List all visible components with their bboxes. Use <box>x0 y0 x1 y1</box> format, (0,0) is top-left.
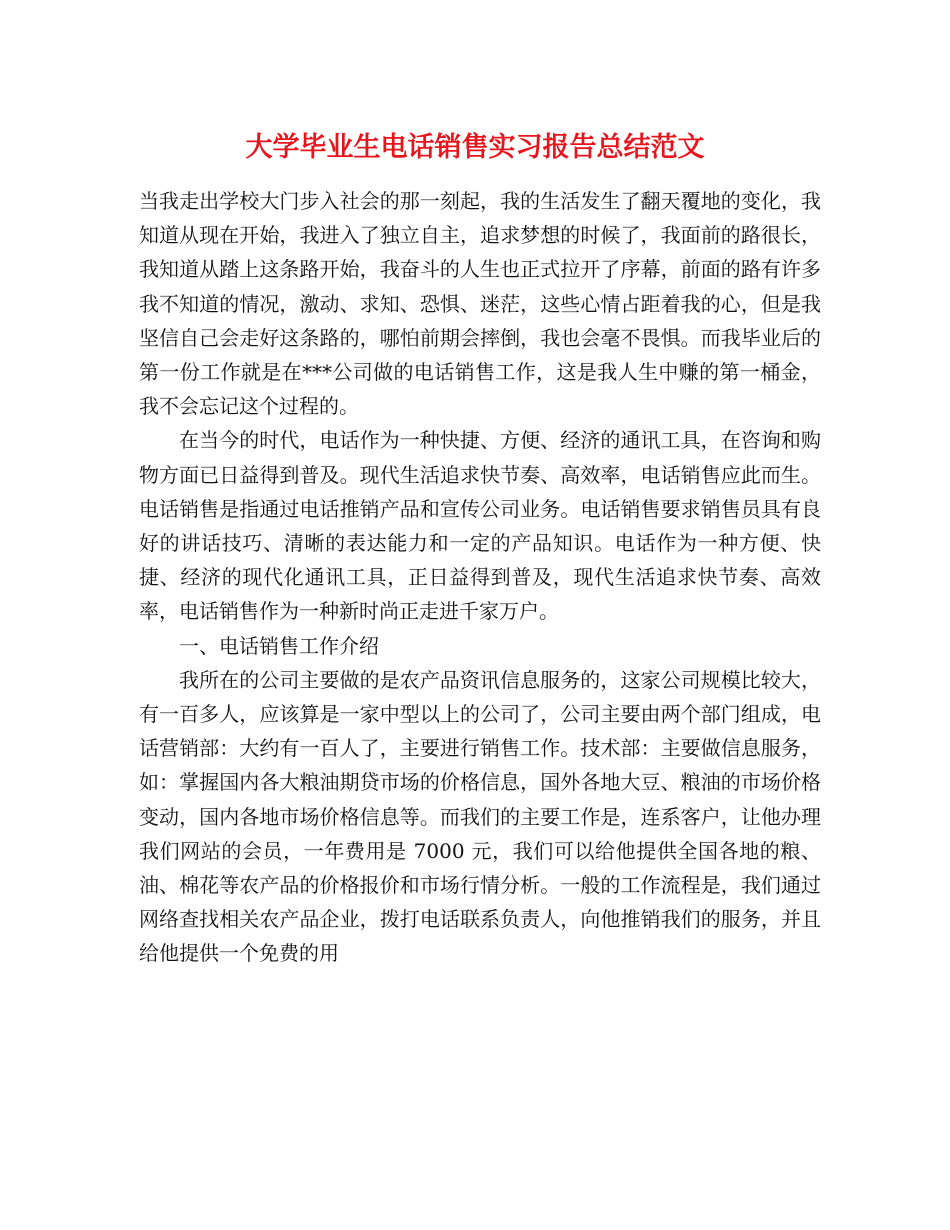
section-heading-telesales-intro: 一、电话销售工作介绍 <box>179 633 379 658</box>
paragraph-company-description: 我所在的公司主要做的是农产品资讯信息服务的，这家公司规模比较大，有一百多人，应该算是一家中型以上的公司了，公司主要由两个部门组成，电话营销部：大约有一百人了，主要进行销售工作。技术部：主要做信息服务，如：掌握国内各大粮油期贷市场的价格信息，国外各地大豆、粮油的市场价格变动，国内各地市场价格信息等。而我们的主要工作是，连系客户，让他办理我们网站的会员，一年费用是 7000 元，我们可以给他提供全国各地的粮、油、棉花等农产品的价格报价和市场行情分析。一般的工作流程是，我们通过网络查找相关农产品企业，拨打电话联系负责人，向他推销我们的服务，并且给他提供一个免费的用 <box>139 667 821 966</box>
document-body <box>139 184 821 971</box>
document-title: 大学毕业生电话销售实习报告总结范文 <box>245 132 705 163</box>
paragraph-intro: 当我走出学校大门步入社会的那一刻起，我的生活发生了翻天覆地的变化，我知道从现在开始，我进入了独立自主，追求梦想的时候了，我面前的路很长，我知道从踏上这条路开始，我奋斗的人生也正式拉开了序幕，前面的路有许多我不知道的情况，激动、求知、恐惧、迷茫，这些心情占距着我的心，但是我坚信自己会走好这条路的，哪怕前期会摔倒，我也会毫不畏惧。而我毕业后的第一份工作就是在***公司做的电话销售工作，这是我人生中赚的第一桶金，我不会忘记这个过程的。 <box>139 189 821 419</box>
paragraph-telesales-background: 在当今的时代，电话作为一种快捷、方便、经济的通讯工具，在咨询和购物方面已日益得到普及。现代生活追求快节奏、高效率，电话销售应此而生。电话销售是指通过电话推销产品和宣传公司业务。电话销售要求销售员具有良好的讲话技巧、清晰的表达能力和一定的产品知识。电话作为一种方便、快捷、经济的现代化通讯工具，正日益得到普及，现代生活追求快节奏、高效率，电话销售作为一种新时尚正走进千家万户。 <box>139 428 821 624</box>
